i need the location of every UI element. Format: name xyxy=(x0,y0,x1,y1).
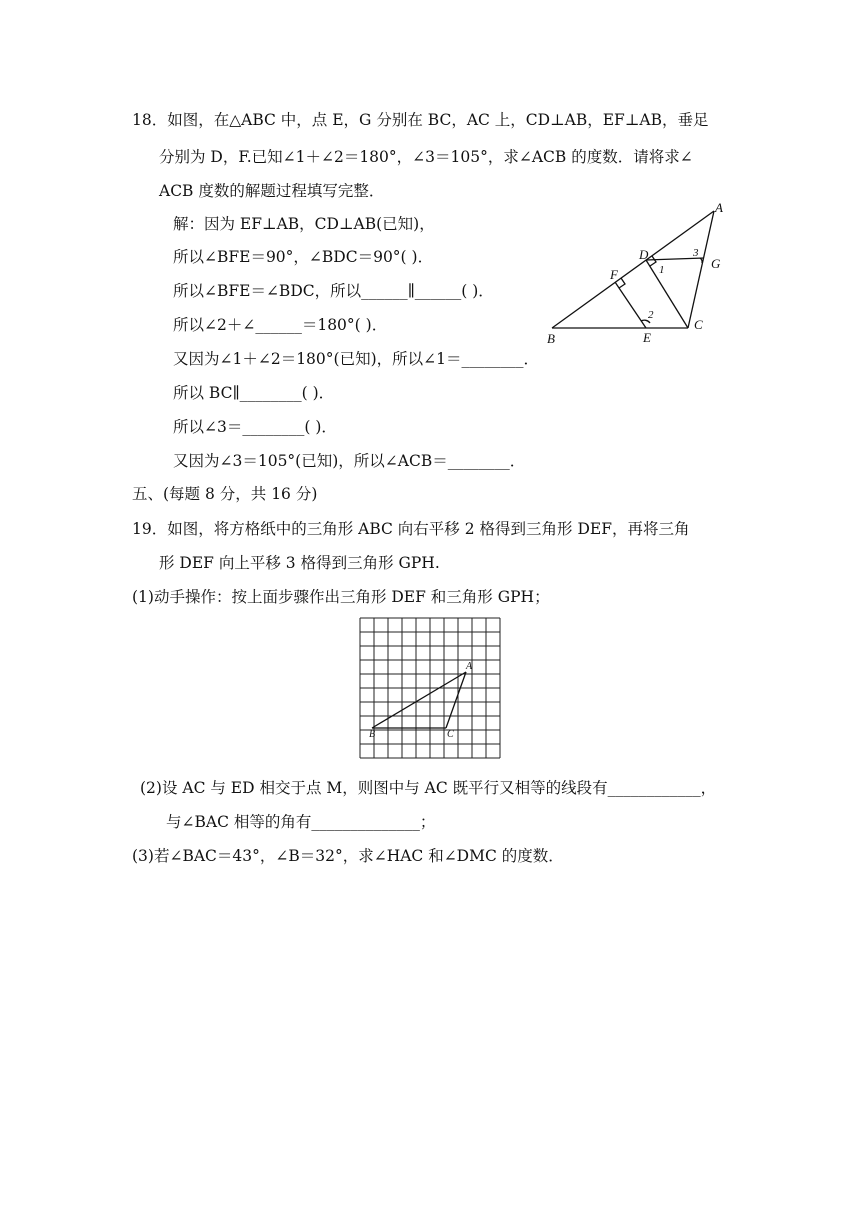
segment-ac xyxy=(446,672,466,728)
label-f: F xyxy=(610,267,618,282)
grid-lines xyxy=(360,618,500,758)
q19-part-2-line-2: 与∠BAC 相等的角有______________； xyxy=(166,813,436,831)
label-g: G xyxy=(711,256,721,271)
q18-solution-line-7: 所以∠3＝________( )． xyxy=(173,418,337,436)
q18-triangle-figure xyxy=(540,195,740,350)
label-a: A xyxy=(715,200,723,215)
segment-ab xyxy=(372,672,466,728)
label-d: D xyxy=(639,247,649,262)
grid-label-a: A xyxy=(466,661,473,672)
right-angle-mark-d xyxy=(650,256,656,266)
q18-solution-line-2: 所以∠BFE＝90°，∠BDC＝90°( )． xyxy=(173,248,434,266)
q18-stem-line-2: 分别为 D，F.已知∠1＋∠2＝180°，∠3＝105°，求∠ACB 的度数．请将求∠ xyxy=(159,148,693,166)
angle-3-arc xyxy=(700,258,702,263)
label-angle-2: 2 xyxy=(648,309,654,321)
segment-ab xyxy=(552,211,714,328)
q18-stem-line-3: ACB 度数的解题过程填写完整． xyxy=(159,182,385,200)
q18-solution-line-4: 所以∠2＋∠______＝180°( )． xyxy=(173,316,388,334)
q19-stem-line-2: 形 DEF 向上平移 3 格得到三角形 GPH. xyxy=(159,554,440,572)
q18-solution-line-5: 又因为∠1＋∠2＝180°(已知)，所以∠1＝________． xyxy=(173,350,539,368)
q18-solution-line-1: 解：因为 EF⊥AB，CD⊥AB(已知)， xyxy=(173,215,435,233)
q19-stem-line-1: 19．如图，将方格纸中的三角形 ABC 向右平移 2 格得到三角形 DEF，再将三角 xyxy=(132,520,690,538)
label-angle-3: 3 xyxy=(693,247,699,259)
q19-grid-figure xyxy=(358,616,504,764)
grid-label-c: C xyxy=(447,729,454,740)
q18-stem-line-1: 18．如图，在△ABC 中，点 E，G 分别在 BC，AC 上，CD⊥AB，EF⊥AB，垂足 xyxy=(132,111,709,129)
q18-solution-line-3: 所以∠BFE＝∠BDC，所以______∥______( )． xyxy=(173,282,494,300)
q18-solution-line-8: 又因为∠3＝105°(已知)，所以∠ACB＝________． xyxy=(173,452,526,470)
label-e: E xyxy=(643,330,651,345)
label-b: B xyxy=(547,331,555,346)
q18-solution-line-6: 所以 BC∥________( )． xyxy=(173,384,335,402)
q19-part-1: (1)动手操作：按上面步骤作出三角形 DEF 和三角形 GPH； xyxy=(132,588,550,606)
label-c: C xyxy=(694,317,703,332)
section-5-heading: 五、(每题 8 分，共 16 分) xyxy=(132,485,318,503)
grid-label-b: B xyxy=(369,729,376,740)
q19-part-2-line-1: (2)设 AC 与 ED 相交于点 M，则图中与 AC 既平行又相等的线段有____________， xyxy=(140,779,717,797)
q19-part-3: (3)若∠BAC＝43°，∠B＝32°，求∠HAC 和∠DMC 的度数． xyxy=(132,847,564,865)
label-angle-1: 1 xyxy=(659,264,665,276)
